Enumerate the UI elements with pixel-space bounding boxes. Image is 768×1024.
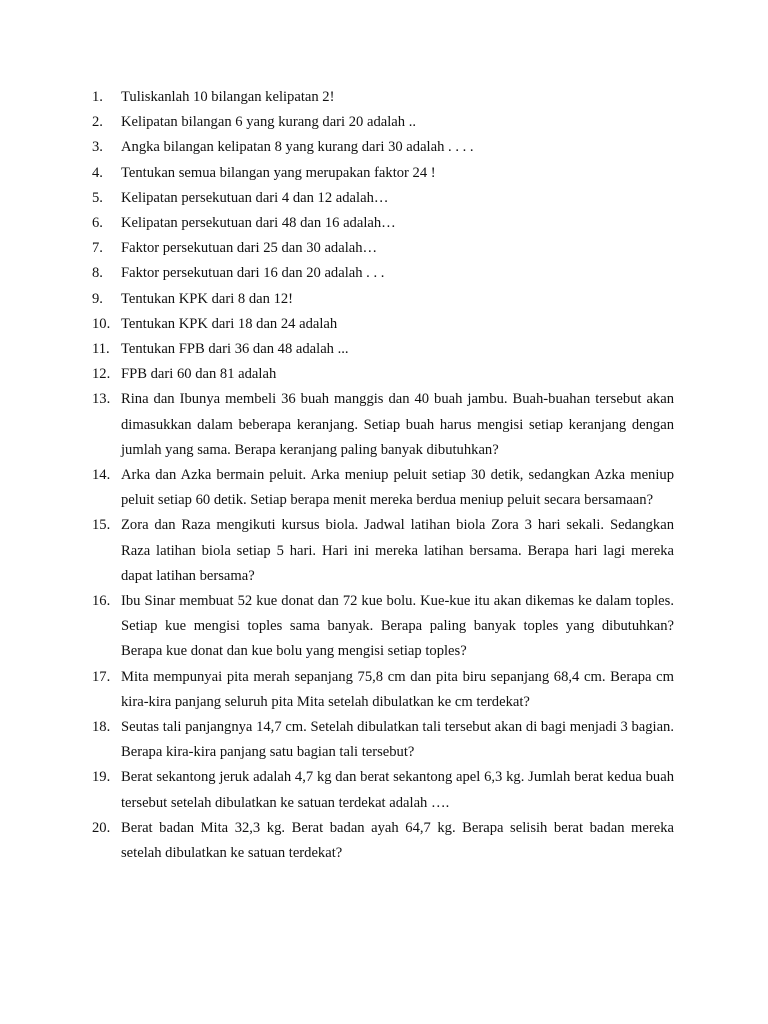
question-number: 9. [92,290,103,307]
question-item [92,236,674,261]
question-number: 1. [92,89,103,105]
question-text: Zora dan Raza mengikuti kursus biola. Jadwal latihan biola Zora 3 hari sekali. Sedangkan Raza latihan biola setiap 5 hari. Hari ini mereka latihan bersama. Berapa hari lagi mereka dapat latihan bersama? [121,517,674,584]
question-number: 15. [92,517,111,534]
question-text: Kelipatan bilangan 6 yang kurang dari 20 adalah .. [121,114,417,131]
question-text: Arka dan Azka bermain peluit. Arka meniup peluit setiap 30 detik, sedangkan Azka meniup peluit setiap 60 detik. Setiap berapa menit mereka berdua meniup peluit secara bersamaan? [121,467,674,509]
question-list [92,85,674,866]
question-text: Tentukan semua bilangan yang merupakan faktor 24 ! [121,164,436,181]
question-text: Faktor persekutuan dari 16 dan 20 adalah . . . [121,265,385,282]
question-text: Berat sekantong jeruk adalah 4,7 kg dan berat sekantong apel 6,3 kg. Jumlah berat kedua buah tersebut setelah dibulatkan ke satuan terdekat adalah …. [121,769,674,811]
question-item [92,337,674,362]
question-text: Kelipatan persekutuan dari 48 dan 16 adalah… [121,215,396,232]
question-item [92,312,674,337]
question-number: 11. [92,341,110,358]
question-item [92,287,674,312]
question-text: Seutas tali panjangnya 14,7 cm. Setelah dibulatkan tali tersebut akan di bagi menjadi 3 bagian. Berapa kira-kira panjang satu bagian tali tersebut? [121,719,674,761]
question-text: Rina dan Ibunya membeli 36 buah manggis dan 40 buah jambu. Buah-buahan tersebut akan dimasukkan dalam beberapa keranjang. Setiap buah harus mengisi setiap keranjang dengan jumlah yang sama. Berapa keranjang paling banyak dibutuhkan? [121,391,674,458]
question-item [92,161,674,186]
question-item [92,665,674,715]
question-text: Angka bilangan kelipatan 8 yang kurang dari 30 adalah . . . . [121,139,474,156]
question-item [92,85,674,110]
question-text: Tentukan FPB dari 36 dan 48 adalah ... [121,341,349,358]
question-number: 4. [92,164,103,181]
question-item [92,816,674,866]
question-text: Tentukan KPK dari 8 dan 12! [121,290,294,307]
question-number: 5. [92,189,103,206]
question-number: 12. [92,366,111,383]
question-number: 17. [92,668,111,685]
question-number: 3. [92,139,103,156]
question-item [92,463,674,513]
question-item [92,211,674,236]
question-text: Tuliskanlah 10 bilangan kelipatan 2! [121,89,335,105]
question-text: FPB dari 60 dan 81 adalah [121,366,277,383]
question-text: Berat badan Mita 32,3 kg. Berat badan ayah 64,7 kg. Berapa selisih berat badan mereka setelah dibulatkan ke satuan terdekat? [121,819,674,862]
question-number: 14. [92,467,111,484]
question-number: 7. [92,240,103,257]
question-item [92,589,674,665]
question-number: 20. [92,819,111,836]
question-number: 18. [92,719,111,736]
question-number: 13. [92,391,111,408]
question-text: Ibu Sinar membuat 52 kue donat dan 72 kue bolu. Kue-kue itu akan dikemas ke dalam toples. Setiap kue mengisi toples sama banyak. Berapa paling banyak toples yang dibutuhkan? Berapa kue donat dan kue bolu yang mengisi setiap toples? [121,593,674,660]
question-number: 2. [92,114,103,131]
question-item [92,135,674,160]
question-number: 6. [92,215,103,232]
question-number: 19. [92,769,111,786]
question-number: 10. [92,315,111,332]
question-text: Kelipatan persekutuan dari 4 dan 12 adalah… [121,189,389,206]
question-item [92,715,674,765]
question-item [92,387,674,463]
question-item [92,765,674,815]
question-number: 16. [92,593,111,610]
question-item [92,110,674,135]
question-text: Tentukan KPK dari 18 dan 24 adalah [121,315,338,332]
question-item [92,362,674,387]
question-item [92,186,674,211]
question-item [92,261,674,286]
question-text: Mita mempunyai pita merah sepanjang 75,8 cm dan pita biru sepanjang 68,4 cm. Berapa cm kira-kira panjang seluruh pita Mita setelah dibulatkan ke cm terdekat? [121,668,674,710]
question-number: 8. [92,265,103,282]
question-item [92,513,674,589]
question-text: Faktor persekutuan dari 25 dan 30 adalah… [121,240,378,257]
